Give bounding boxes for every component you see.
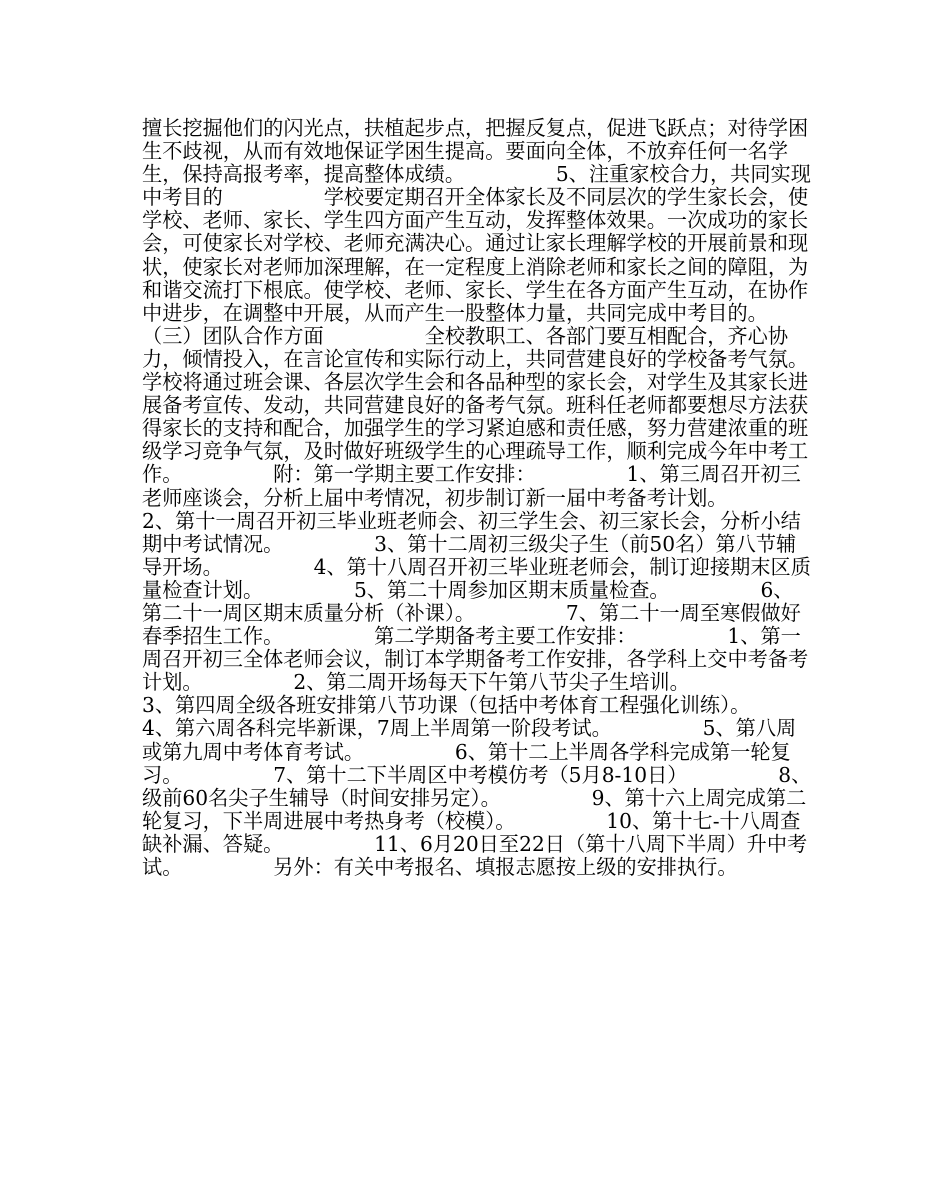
body-text: 擅长挖掘他们的闪光点，扶植起步点，把握反复点，促进飞跃点；对待学困生不歧视，从而有效地保证学困生提高。要面向全体，不放弃任何一名学生，保持高报考率，提高整体成绩。 5、注重家校合力，共同实现中考目的 学校要定期召开全体家长及不同层次的学生家长会，使学校、老师、家长、学生四方面产生互动，发挥整体效果。一次成功的家长会，可使家长对学校、老师充满决心。通过让家长理解学校的开展前景和现状，使家长对老师加深理解，在一定程度上消除老师和家长之间的障阻，为和谐交流打下根底。使学校、老师、家长、学生在各方面产生互动，在协作中进步，在调整中开展，从而产生一股整体力量，共同完成中考目的。 （三）团队合作方面 全校教职工、各部门要互相配合，齐心协力，倾情投入，在言论宣传和实际行动上，共同营建良好的学校备考气氛。学校将通过班会课、各层次学生会和各品种型的家长会，对学生及其家长进展备考宣传、发动，共同营建良好的备考气氛。班科任老师都要想尽方法获得家长的支持和配合，加强学生的学习紧迫感和责任感，努力营建浓重的班级学习竞争气氛，及时做好班级学生的心理疏导工作，顺利完成今年中考工作。 附：第一学期主要工作安排： 1、第三周召开初三老师座谈会，分析上届中考情况，初步制订新一届中考备考计划。 2、第十一周召开初三毕业班老师会、初三学生会、初三家长会，分析小结期中考试情况。 3、第十二周初三级尖子生（前50名）第八节辅导开场。 4、第十八周召开初三毕业班老师会，制订迎接期末区质量检查计划。 5、第二十周参加区期末质量检查。 6、第二十一周区期末质量分析（补课）。 7、第二十一周至寒假做好春季招生工作。 第二学期备考主要工作安排： 1、第一周召开初三全体老师会议，制订本学期备考工作安排，各学科上交中考备考计划。 2、第二周开场每天下午第八节尖子生培训。 3、第四周全级各班安排第八节功课（包括中考体育工程强化训练）。 4、第六周各科完毕新课，7周上半周第一阶段考试。 5、第八周或第九周中考体育考试。 6、第十二上半周各学科完成第一轮复习。 7、第十二下半周区中考模仿考（5月8-10日） 8、级前60名尖子生辅导（时间安排另定）。 9、第十六上周完成第二轮复习，下半周进展中考热身考（校模）。 10、第十七-十八周查缺补漏、答疑。 11、6月20日至22日（第十八周下半周）升中考试。 另外：有关中考报名、填报志愿按上级的安排执行。 bbox=[142, 116, 859, 879]
